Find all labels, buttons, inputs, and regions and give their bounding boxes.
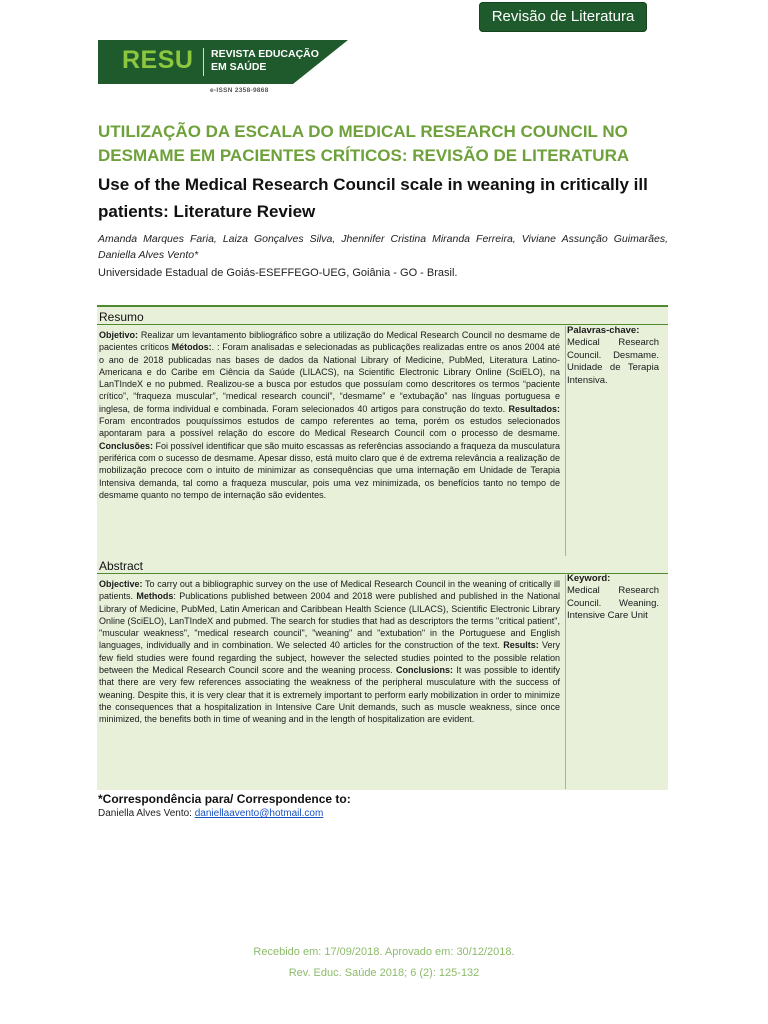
article-type-badge: Revisão de Literatura <box>479 2 647 32</box>
abstract-box <box>97 305 668 790</box>
resumo-objective-label: Objetivo: <box>99 330 139 340</box>
keywords-label: Keyword: <box>567 573 611 584</box>
logo-journal-name <box>211 48 319 74</box>
abstract-conclusions-label: Conclusions: <box>396 665 454 676</box>
received-approved-dates: Recebido em: 17/09/2018. Aprovado em: 30/12/2018. <box>253 946 515 958</box>
correspondence-email-link[interactable]: daniellaavento@hotmail.com <box>194 808 324 819</box>
abstract-conclusions: It was possible to identify that there are very few references associating the weakness of the peripheral musculature with the success of weaning. Despite this, it is very clear that it is extremely important to perform early mobilization in order to minimize the consequences that a hospitalization in Intensive Care Unit demands, such as muscle weakness, since once minimized, the benefits both in time of weaning and in the length of hospitalization are evident. <box>99 665 560 725</box>
resumo-column-divider <box>565 326 566 556</box>
logo-acronym: RESU <box>122 46 194 74</box>
abstract-results-label: Results: <box>503 640 539 651</box>
keywords-text: Medical Research Council. Weaning. Intensive Care Unit <box>567 585 659 622</box>
abstract-results: Very few field studies were found regarding the subject, however the selected studies pointed to the possible relation between the Medical Research Council score and the weaning process. <box>99 640 561 676</box>
resumo-results-label: Resultados: <box>508 403 560 414</box>
abstract-methods-label: Methods <box>136 591 174 602</box>
abstract-text <box>99 578 560 726</box>
resumo-conclusions: Foi possível identificar que são muito escassas as referências associando a fraqueza da musculatura periférica com o sucesso de desmame. Apesar disso, está muito claro que é de extrema relevância a realização de mobilização precoce com o intuito de minimizar as consequências que uma internação em Unidade de Terapia Intensiva demanda, tal como a fraqueza muscular, pois uma vez minimizada, os benefícios tanto no tempo de desmame quanto no tempo de internação são evidentes. <box>99 440 560 500</box>
authors: Amanda Marques Faria, Laiza Gonçalves Silva, Jhennifer Cristina Miranda Ferreira, Viviane Assunção Guimarães, Daniella Alves Vento* <box>98 233 668 261</box>
abstract-methods: : Publications published between 2004 and 2018 were published and published in the National Library of Medicine, PubMed, Latin American and Caribbean Health Science (LILACS), Scientific Electronic Library Online (SciELO), LanTIndeX and pubmed. The search for studies that had as descriptors the terms "critical patient", "muscular weakness", "medical research council", "weaning" and "extubation" in the Portuguese and English languages, individually and in combination. We selected 40 articles for the construction of the text. <box>99 591 560 651</box>
resumo-objective: Realizar um levantamento bibliográfico sobre a utilização do Medical Research Council no desmame de pacientes críticos <box>99 330 560 353</box>
logo-issn: e-ISSN 2358-9868 <box>210 87 269 94</box>
correspondence-name: Daniella Alves Vento: <box>98 808 195 819</box>
title-english: Use of the Medical Research Council scale in weaning in critically ill patients: Literature Review <box>98 175 648 221</box>
resumo-text <box>99 329 560 501</box>
title-portuguese: UTILIZAÇÃO DA ESCALA DO MEDICAL RESEARCH COUNCIL NO DESMAME EM PACIENTES CRÍTICOS: REVISÃO DE LITERATURA <box>98 122 630 165</box>
journal-logo <box>98 40 348 98</box>
palavras-chave-label: Palavras-chave: <box>567 325 640 336</box>
keywords <box>567 573 659 623</box>
correspondence-title: *Correspondência para/ Correspondence to: <box>98 792 351 806</box>
logo-divider <box>203 48 204 76</box>
journal-citation: Rev. Educ. Saúde 2018; 6 (2): 125-132 <box>288 967 480 979</box>
resumo-results: Foram encontrados pouquíssimos estudos de campo referentes ao tema, porém os estudos selecionados apontaram para a possível relação do escore do Medical Research Council com o processo de desmame. <box>99 416 560 439</box>
logo-name-line2: EM SAÚDE <box>211 61 267 73</box>
resumo-conclusions-label: Conclusões: <box>99 440 154 451</box>
abstract-objective: To carry out a bibliographic survey on the use of Medical Research Council in the weaning of critically ill patients. <box>99 579 560 602</box>
abstract-column-divider <box>565 575 566 789</box>
resumo-heading: Resumo <box>97 309 668 325</box>
affiliation: Universidade Estadual de Goiás-ESEFFEGO-UEG, Goiânia - GO - Brasil. <box>98 267 458 279</box>
palavras-chave <box>567 325 659 387</box>
resumo-methods-label: Métodos: <box>171 342 212 353</box>
abstract-objective-label: Objective: <box>99 579 143 589</box>
abstract-heading: Abstract <box>97 558 668 574</box>
correspondence-line <box>98 808 323 819</box>
palavras-chave-text: Medical Research Council. Desmame. Unidade de Terapia Intensiva. <box>567 337 659 386</box>
logo-name-line1: REVISTA EDUCAÇÃO <box>211 48 319 60</box>
resumo-methods: . : Foram analisadas e selecionadas as publicações realizadas entre os anos 2004 até o ano de 2018 publicadas nas bases de dados da National Library of Medicine, PubMed, Literatura Latino-Americana e do Caribe em Ciência da Saúde (LILACS), na Scientific Electronic Library Online (SciELO), na LanTIndeX e no pubmed. Realizou-se a busca por estudos que possuíam como descritores os termos “paciente crítico”, “fraqueza muscular”, “medical research council”, “desmame” e “extubação” nas línguas portuguesa e inglesa, de forma individual e combinada. Foram selecionados 40 artigos para construção do texto. <box>99 342 560 414</box>
